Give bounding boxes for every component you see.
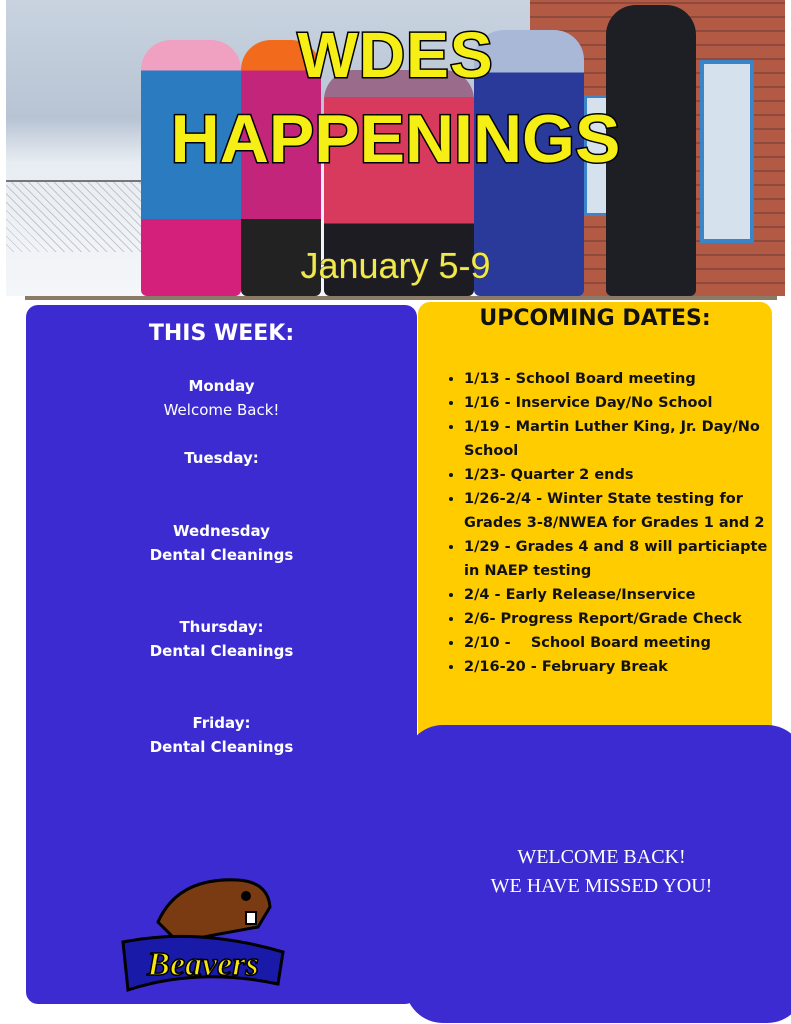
day-label: Friday: [192,714,251,732]
upcoming-list [418,367,772,679]
day-label: Wednesday [173,522,270,540]
list-item: • 2/4 - Early Release/Inservice [464,583,772,607]
svg-text:Beavers: Beavers [147,946,259,983]
list-item: • 2/6- Progress Report/Grade Check [464,607,772,631]
day-note: Dental Cleanings [149,546,294,564]
title-line2: HAPPENINGS [170,101,621,177]
day-label: Thursday: [179,618,264,636]
list-item: • 1/26-2/4 - Winter State testing for Grades 3-8/NWEA for Grades 1 and 2 [464,487,772,535]
welcome-line2: WE HAVE MISSED YOU! [490,875,713,897]
list-item: • 2/10 - School Board meeting [464,631,772,655]
day-label: Tuesday: [184,449,259,467]
welcome-line1: WELCOME BACK! [517,846,686,868]
list-item: • 1/23- Quarter 2 ends [464,463,772,487]
title-line1: WDES [297,19,494,91]
upcoming-panel [418,302,772,742]
list-item: • 2/16-20 - February Break [464,655,772,679]
day-label: Monday [188,377,255,395]
list-item: • 1/16 - Inservice Day/No School [464,391,772,415]
welcome-message [405,843,791,901]
day-note: Dental Cleanings [149,642,294,660]
this-week-heading: THIS WEEK: [148,321,295,346]
list-item: • 1/29 - Grades 4 and 8 will particiapte in NAEP testing [464,535,772,583]
list-item: • 1/19 - Martin Luther King, Jr. Day/No School [464,415,772,463]
list-item: • 1/13 - School Board meeting [464,367,772,391]
day-note: Welcome Back! [163,401,280,419]
divider [25,296,777,300]
day-note: Dental Cleanings [149,738,294,756]
beavers-logo [118,872,288,992]
upcoming-heading: UPCOMING DATES: [479,306,711,331]
date-range: January 5-9 [300,245,491,286]
